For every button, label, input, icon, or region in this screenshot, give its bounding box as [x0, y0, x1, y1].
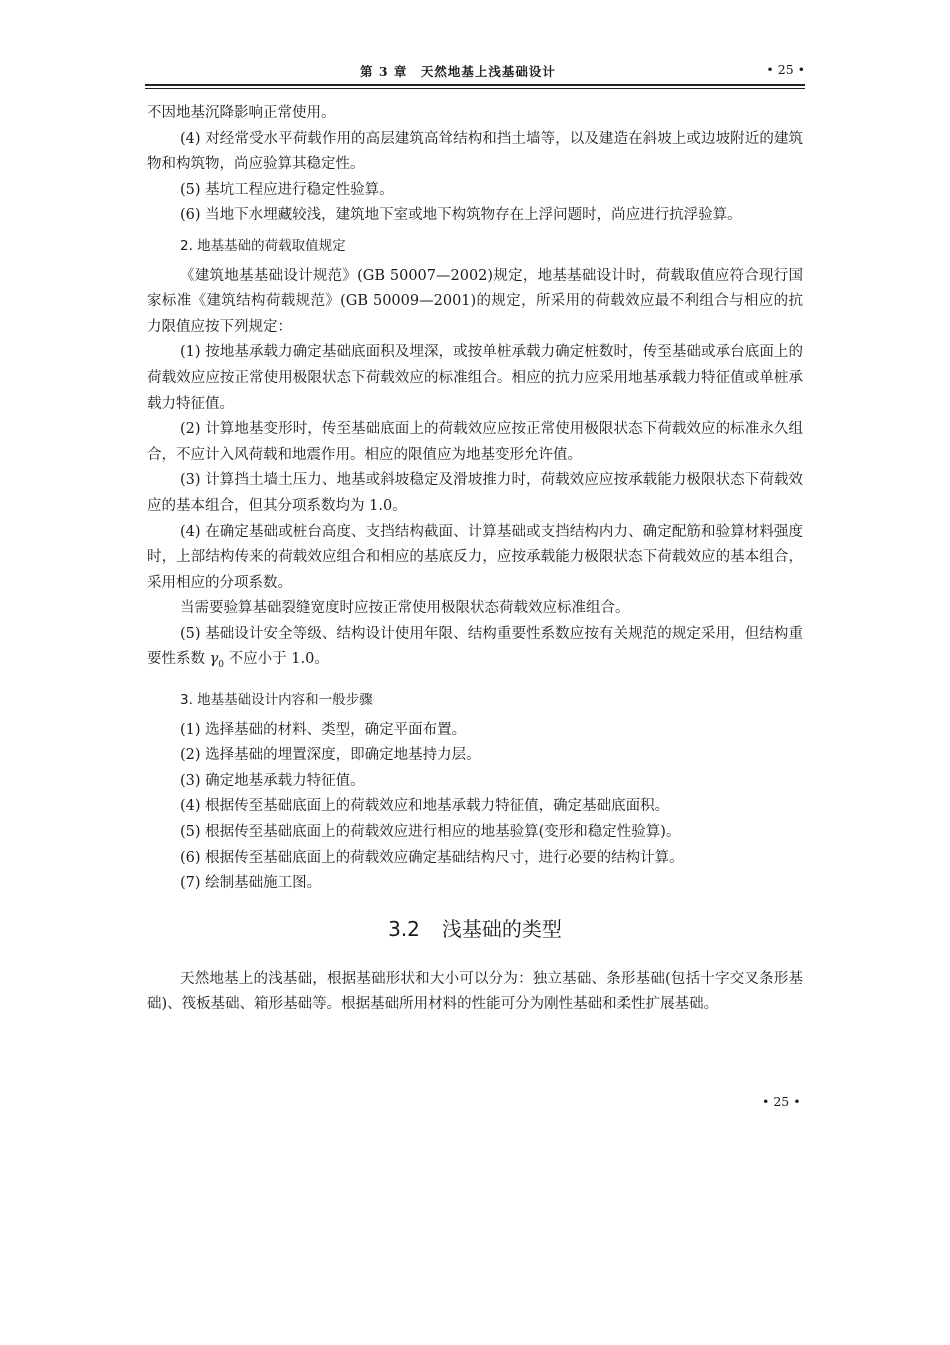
- paragraph-continuation: 不因地基沉降影响正常使用。: [147, 105, 336, 121]
- paragraph-load-intro: 《建筑地基基础设计规范》(GB 50007—2002)规定，地基基础设计时，荷载取值应符合现行国家标准《建筑结构荷载规范》(GB 50009—2001)的规定，所采用的荷载效应最不利组合与相应的抗力限值应按下列规定：: [147, 267, 803, 335]
- load-rule-4: (4) 在确定基础或桩台高度、支挡结构截面、计算基础或支挡结构内力、确定配筋和验算材料强度时，上部结构传来的荷载效应组合和相应的基底反力，应按承载能力极限状态下荷载效应的基本组合，采用相应的分项系数。: [147, 523, 803, 591]
- load-rule-3: (3) 计算挡土墙土压力、地基或斜坡稳定及滑坡推力时，荷载效应应按承载能力极限状态下荷载效应的基本组合，但其分项系数均为 1.0。: [147, 472, 803, 514]
- load-rule-2: (2) 计算地基变形时，传至基础底面上的荷载效应应按正常使用极限状态下荷载效应的标准永久组合，不应计入风荷载和地震作用。相应的限值应为地基变形允许值。: [147, 421, 803, 463]
- load-rule-5: [147, 622, 803, 679]
- gamma-letter: γ: [209, 651, 219, 668]
- step-item: (7) 绘制基础施工图。: [180, 875, 322, 892]
- header-rule-thin: [145, 88, 805, 89]
- load-rule-5-text-a: (5) 基础设计安全等级、结构设计使用年限、结构重要性系数应按有关规范的规定采用，但结构重要性系数: [147, 625, 803, 668]
- step-item: (5) 根据传至基础底面上的荷载效应进行相应的地基验算(变形和稳定性验算)。: [180, 823, 681, 840]
- header-rule-thick: [145, 84, 805, 86]
- header-page-number: • 25 •: [766, 62, 805, 77]
- load-rule-crack-note: 当需要验算基础裂缝宽度时应按正常使用极限状态荷载效应标准组合。: [180, 600, 630, 617]
- step-item: (4) 根据传至基础底面上的荷载效应和地基承载力特征值，确定基础底面积。: [180, 798, 670, 815]
- paragraph-shallow-foundation-types: 天然地基上的浅基础，根据基础形状和大小可以分为：独立基础、条形基础(包括十字交叉条形基础)、筏板基础、箱形基础等。根据基础所用材料的性能可分为刚性基础和柔性扩展基础。: [147, 970, 803, 1013]
- load-rule-1: (1) 按地基承载力确定基础底面积及埋深，或按单桩承载力确定桩数时，传至基础或承台底面上的荷载效应应按正常使用极限状态下荷载效应的标准组合。相应的抗力应采用地基承载力特征值或单桩承载力特征值。: [147, 344, 803, 412]
- step-item: (6) 根据传至基础底面上的荷载效应确定基础结构尺寸，进行必要的结构计算。: [180, 849, 684, 866]
- subsection-heading-load: 2. 地基基础的荷载取值规定: [180, 237, 346, 254]
- paragraph-item-4: (4) 对经常受水平荷载作用的高层建筑高耸结构和挡土墙等，以及建造在斜坡上或边坡附近的建筑物和构筑物，尚应验算其稳定性。: [147, 130, 803, 173]
- step-item: (1) 选择基础的材料、类型，确定平面布置。: [180, 721, 467, 738]
- subsection-heading-steps: 3. 地基基础设计内容和一般步骤: [180, 691, 373, 708]
- step-item: (3) 确定地基承载力特征值。: [180, 772, 365, 789]
- section-number: 3.2: [388, 916, 420, 941]
- running-header: [145, 62, 805, 80]
- load-rule-5-text-b: 不应小于 1.0。: [224, 651, 329, 668]
- section-heading-3-2: [147, 909, 803, 949]
- section-title: 浅基础的类型: [441, 916, 562, 941]
- chapter-title: 第 3 章 天然地基上浅基础设计: [360, 64, 556, 79]
- footer-page-number: • 25 •: [762, 1094, 801, 1109]
- paragraph-item-5: (5) 基坑工程应进行稳定性验算。: [180, 181, 394, 198]
- body-text: [147, 101, 803, 1018]
- paragraph-item-6: (6) 当地下水埋藏较浅，建筑地下室或地下构筑物存在上浮问题时，尚应进行抗浮验算。: [180, 207, 742, 224]
- step-item: (2) 选择基础的埋置深度，即确定地基持力层。: [180, 747, 481, 764]
- gamma-symbol: [209, 651, 225, 671]
- gamma-subscript: 0: [218, 660, 225, 671]
